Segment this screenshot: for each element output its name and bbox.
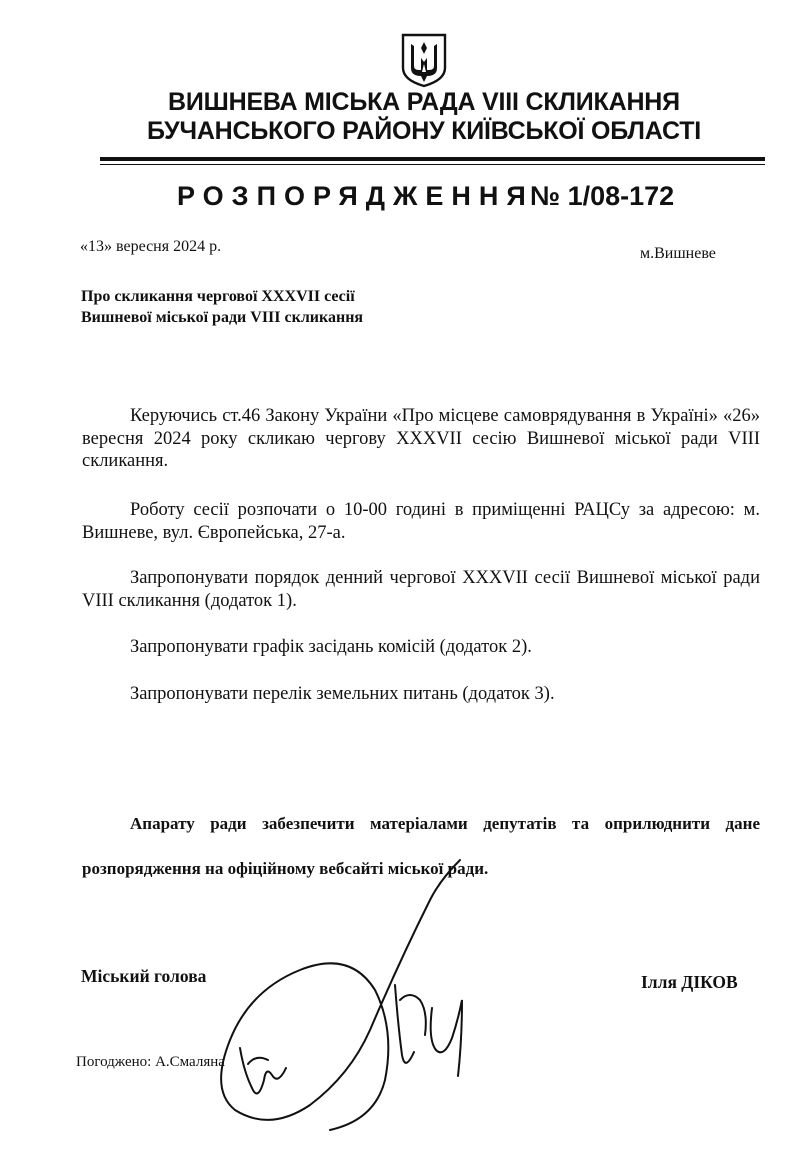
document-type: РОЗПОРЯДЖЕННЯ	[177, 181, 534, 211]
subject-line: Вишневої міської ради VIII скликання	[81, 309, 364, 326]
header-divider-thin	[100, 164, 765, 165]
trident-coat-of-arms-icon	[399, 32, 449, 88]
council-region: БУЧАНСЬКОГО РАЙОНУ КИЇВСЬКОЇ ОБЛАСТІ	[146, 117, 702, 145]
agreed-by: Погоджено: А.Смаляна	[76, 1054, 225, 1070]
handwritten-signature-icon	[200, 840, 500, 1140]
body-paragraph: Керуючись ст.46 Закону України «Про місцеве самоврядування в Україні» «26» вересня 2024 року скликаю чергову XXXVII сесію Вишневої міської ради VIII скликання.	[82, 406, 760, 471]
document-subject	[81, 286, 481, 328]
body-paragraph: Запропонувати порядок денний чергової XXXVII сесії Вишневої міської ради VIII скликання (додаток 1).	[82, 568, 760, 611]
document-place: м.Вишневе	[640, 245, 716, 262]
body-paragraph: Роботу сесії розпочати о 10-00 годині в приміщенні РАЦСу за адресою: м. Вишневе, вул. Європейська, 27-а.	[82, 500, 760, 543]
document-number: № 1/08-172	[530, 181, 675, 211]
body-paragraph: Запропонувати графік засідань комісій (додаток 2).	[130, 637, 532, 657]
subject-line: Про скликання чергової XXXVII сесії	[81, 288, 355, 305]
body-paragraph-bold: Апарату ради забезпечити матеріалами депутатів та оприлюднити дане розпорядження на офіційному вебсайті міської ради.	[82, 814, 760, 878]
document-date: «13» вересня 2024 р.	[80, 238, 222, 255]
body-paragraph: Запропонувати перелік земельних питань (додаток 3).	[130, 684, 555, 704]
council-name: ВИШНЕВА МІСЬКА РАДА VIII СКЛИКАННЯ	[168, 88, 680, 116]
signatory-name: Ілля ДІКОВ	[641, 972, 738, 992]
signatory-title: Міський голова	[81, 966, 207, 986]
header-divider-thick	[100, 157, 765, 161]
